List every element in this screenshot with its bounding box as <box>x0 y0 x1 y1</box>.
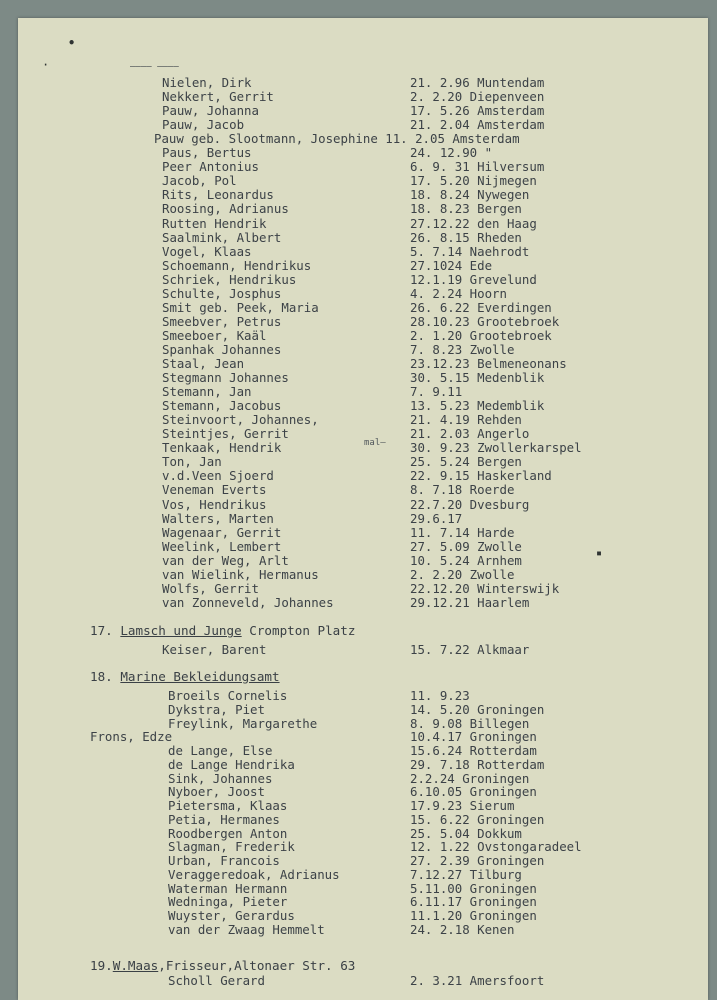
birth-date-place: 27.1024 Ede <box>410 257 493 273</box>
person-name: Peer Antonius <box>162 159 259 175</box>
list-item <box>18 301 708 315</box>
list-item <box>18 217 708 231</box>
section-heading: 17. Lamsch und Junge Crompton Platz <box>90 623 356 638</box>
person-name: Pauw geb. Slootmann, Josephine 11. 2.05 Amsterdam <box>154 131 520 147</box>
person-name: Veneman Everts <box>162 482 267 498</box>
person-name: Tenkaak, Hendrik <box>162 440 282 456</box>
birth-date-place: 2.2.24 Groningen <box>410 770 530 786</box>
header-mark: ———— ———— <box>130 62 179 72</box>
birth-date-place: 15.6.24 Rotterdam <box>410 743 537 758</box>
person-name: van Wielink, Hermanus <box>162 566 319 582</box>
list-item <box>18 868 708 882</box>
person-name: Frons, Edze <box>90 729 173 745</box>
birth-date-place: 7. 9.11 <box>410 384 463 400</box>
list-item <box>18 76 708 90</box>
birth-date-place: 29. 7.18 Rotterdam <box>410 756 545 772</box>
birth-date-place: 14. 5.20 Groningen <box>410 701 545 717</box>
list-item <box>18 643 708 657</box>
list-item <box>18 202 708 216</box>
birth-date-place: 7.12.27 Tilburg <box>410 866 522 882</box>
birth-date-place: 5. 7.14 Naehrodt <box>410 243 530 259</box>
person-name: Spanhak Johannes <box>162 341 282 357</box>
birth-date-place: 23.12.23 Belmeneonans <box>410 356 567 371</box>
person-name: Dykstra, Piet <box>168 701 265 717</box>
birth-date-place: 2. 3.21 Amersfoort <box>410 973 545 988</box>
person-name: Schriek, Hendrikus <box>162 271 297 287</box>
birth-date-place: 18. 8.23 Bergen <box>410 201 522 217</box>
side-note: mal— <box>364 438 386 448</box>
person-name: Roodbergen Anton <box>168 825 288 841</box>
birth-date-place: 27. 2.39 Groningen <box>410 853 545 868</box>
list-item <box>18 596 708 610</box>
list-item <box>18 512 708 526</box>
list-item <box>18 273 708 287</box>
list-item <box>18 498 708 512</box>
list-item <box>18 840 708 854</box>
person-name: Vogel, Klaas <box>162 243 252 259</box>
person-name: v.d.Veen Sjoerd <box>162 468 274 484</box>
section-heading: 19.W.Maas,Frisseur,Altonaer Str. 63 <box>90 958 356 973</box>
list-item <box>18 758 708 772</box>
birth-date-place: 21. 2.04 Amsterdam <box>410 117 545 133</box>
person-name: Stegmann Johannes <box>162 370 289 386</box>
birth-date-place: 7. 8.23 Zwolle <box>410 341 515 357</box>
list-item <box>18 287 708 301</box>
person-name: Saalmink, Albert <box>162 229 282 245</box>
person-name: Sink, Johannes <box>168 770 273 786</box>
birth-date-place: 6. 9. 31 Hilversum <box>410 159 545 175</box>
list-item <box>18 385 708 399</box>
birth-date-place: 8. 9.08 Billegen <box>410 715 530 731</box>
person-name: Smit geb. Peek, Maria <box>162 299 319 315</box>
person-name: Smeebver, Petrus <box>162 313 282 329</box>
birth-date-place: 21. 4.19 Rehden <box>410 412 522 428</box>
birth-date-place: 5.11.00 Groningen <box>410 880 537 896</box>
list-item <box>18 329 708 343</box>
person-name: Wuyster, Gerardus <box>168 908 295 923</box>
birth-date-place: 11.1.20 Groningen <box>410 908 537 923</box>
section-title: Marine Bekleidungsamt <box>120 669 280 684</box>
list-item <box>18 357 708 371</box>
person-name: Freylink, Margarethe <box>168 715 318 731</box>
birth-date-place: 4. 2.24 Hoorn <box>410 285 507 301</box>
person-name: Paus, Bertus <box>162 145 252 161</box>
birth-date-place: 22.7.20 Dvesburg <box>410 496 530 512</box>
person-name: van der Weg, Arlt <box>162 552 289 568</box>
list-item <box>18 231 708 245</box>
person-name: Nyboer, Joost <box>168 784 265 800</box>
person-name: Wedninga, Pieter <box>168 894 288 910</box>
birth-date-place: 11. 9.23 <box>410 688 470 703</box>
list-item <box>18 469 708 483</box>
person-name: Rutten Hendrik <box>162 215 267 231</box>
list-item <box>18 146 708 160</box>
list-item <box>18 132 708 146</box>
list-item <box>18 188 708 202</box>
birth-date-place: 22.12.20 Winterswijk <box>410 580 560 596</box>
list-item <box>18 730 708 744</box>
list-item <box>18 582 708 596</box>
person-name: Nekkert, Gerrit <box>162 89 274 105</box>
section-title: Lamsch und Junge <box>120 623 242 638</box>
birth-date-place: 2. 2.20 Diepenveen <box>410 89 545 105</box>
person-name: Wagenaar, Gerrit <box>162 524 282 540</box>
birth-date-place: 30. 9.23 Zwollerkarspel <box>410 440 582 456</box>
list-item <box>18 895 708 909</box>
person-name: van der Zwaag Hemmelt <box>168 921 325 937</box>
person-name: Keiser, Barent <box>162 642 267 657</box>
list-item <box>18 455 708 469</box>
birth-date-place: 30. 5.15 Medenblik <box>410 370 545 386</box>
birth-date-place: 6.11.17 Groningen <box>410 894 537 910</box>
list-item <box>18 554 708 568</box>
person-name: Smeeboer, Kaäl <box>162 327 267 343</box>
person-name: de Lange, Else <box>168 743 273 758</box>
person-name: Scholl Gerard <box>168 973 265 988</box>
person-name: Pauw, Jacob <box>162 117 245 133</box>
person-name: Steintjes, Gerrit <box>162 426 289 442</box>
birth-date-place: 6.10.05 Groningen <box>410 784 537 800</box>
birth-date-place: 2. 2.20 Zwolle <box>410 566 515 582</box>
document-page <box>18 18 708 1000</box>
list-item <box>18 174 708 188</box>
list-item <box>18 744 708 758</box>
birth-date-place: 2. 1.20 Grootebroek <box>410 327 552 343</box>
person-name: Nielen, Dirk <box>162 75 252 90</box>
birth-date-place: 27. 5.09 Zwolle <box>410 538 522 554</box>
list-item <box>18 923 708 937</box>
birth-date-place: 11. 7.14 Harde <box>410 524 515 540</box>
list-item <box>18 909 708 923</box>
list-item <box>18 413 708 427</box>
birth-date-place: 26. 6.22 Everdingen <box>410 299 552 315</box>
list-item <box>18 343 708 357</box>
list-item <box>18 772 708 786</box>
list-item <box>18 371 708 385</box>
person-name: Pietersma, Klaas <box>168 798 288 813</box>
person-name: de Lange Hendrika <box>168 756 295 772</box>
person-name: Rits, Leonardus <box>162 187 274 203</box>
birth-date-place: 17. 5.20 Nijmegen <box>410 173 537 189</box>
birth-date-place: 10.4.17 Groningen <box>410 729 537 745</box>
birth-date-place: 8. 7.18 Roerde <box>410 482 515 498</box>
hole-mark: • <box>68 36 76 50</box>
birth-date-place: 22. 9.15 Haskerland <box>410 468 552 484</box>
person-name: Pauw, Johanna <box>162 103 259 119</box>
person-name: Weelink, Lembert <box>162 538 282 554</box>
list-item <box>18 526 708 540</box>
birth-date-place: 15. 7.22 Alkmaar <box>410 642 530 657</box>
person-name: Vos, Hendrikus <box>162 496 267 512</box>
person-name: Staal, Jean <box>162 356 245 371</box>
person-name: Stemann, Jan <box>162 384 252 400</box>
person-name: Ton, Jan <box>162 454 222 470</box>
birth-date-place: 26. 8.15 Rheden <box>410 229 522 245</box>
birth-date-place: 12.1.19 Grevelund <box>410 271 537 287</box>
section-heading: 18. Marine Bekleidungsamt <box>90 669 280 684</box>
person-name: Veraggeredoak, Adrianus <box>168 866 340 882</box>
list-item <box>18 703 708 717</box>
list-item <box>18 427 708 441</box>
section-title: W.Maas <box>112 958 159 973</box>
person-name: Jacob, Pol <box>162 173 237 189</box>
birth-date-place: 25. 5.04 Dokkum <box>410 825 522 841</box>
birth-date-place: 27.12.22 den Haag <box>410 215 537 231</box>
person-name: Waterman Hermann <box>168 880 288 896</box>
list-item <box>18 974 708 988</box>
list-item <box>18 813 708 827</box>
list-item <box>18 160 708 174</box>
person-name: Broeils Cornelis <box>168 688 288 703</box>
list-item <box>18 689 708 703</box>
birth-date-place: 24. 2.18 Kenen <box>410 921 515 937</box>
birth-date-place: 17. 5.26 Amsterdam <box>410 103 545 119</box>
person-name: Petia, Hermanes <box>168 811 280 827</box>
list-item <box>18 882 708 896</box>
birth-date-place: 17.9.23 Sierum <box>410 798 515 813</box>
person-name: Schulte, Josphus <box>162 285 282 301</box>
person-name: Walters, Marten <box>162 510 274 526</box>
list-item <box>18 90 708 104</box>
person-name: Stemann, Jacobus <box>162 398 282 414</box>
person-name: Steinvoort, Johannes, <box>162 412 319 428</box>
ink-blot: · <box>42 58 50 72</box>
birth-date-place: 13. 5.23 Medemblik <box>410 398 545 414</box>
birth-date-place: 25. 5.24 Bergen <box>410 454 522 470</box>
list-item <box>18 118 708 132</box>
birth-date-place: 10. 5.24 Arnhem <box>410 552 522 568</box>
list-item <box>18 315 708 329</box>
person-name: Roosing, Adrianus <box>162 201 289 217</box>
birth-date-place: 21. 2.96 Muntendam <box>410 75 545 90</box>
birth-date-place: 28.10.23 Grootebroek <box>410 313 560 329</box>
list-item <box>18 483 708 497</box>
birth-date-place: 18. 8.24 Nywegen <box>410 187 530 203</box>
birth-date-place: 29.6.17 <box>410 510 463 526</box>
birth-date-place: 24. 12.90 " <box>410 145 493 161</box>
list-item <box>18 854 708 868</box>
person-name: Urban, Francois <box>168 853 280 868</box>
list-item <box>18 827 708 841</box>
person-name: Wolfs, Gerrit <box>162 580 259 596</box>
person-name: Schoemann, Hendrikus <box>162 257 312 273</box>
list-item <box>18 785 708 799</box>
list-item <box>18 799 708 813</box>
list-item <box>18 259 708 273</box>
list-item <box>18 399 708 413</box>
list-item <box>18 568 708 582</box>
list-item <box>18 540 708 554</box>
list-item <box>18 441 708 455</box>
birth-date-place: 12. 1.22 Ovstongaradeel <box>410 839 582 855</box>
person-name: van Zonneveld, Johannes <box>162 594 334 610</box>
list-item <box>18 104 708 118</box>
birth-date-place: 21. 2.03 Angerlo <box>410 426 530 442</box>
list-item <box>18 245 708 259</box>
ink-blot: ▪ <box>596 548 603 559</box>
birth-date-place: 15. 6.22 Groningen <box>410 811 545 827</box>
birth-date-place: 29.12.21 Haarlem <box>410 594 530 610</box>
person-name: Slagman, Frederik <box>168 839 295 855</box>
